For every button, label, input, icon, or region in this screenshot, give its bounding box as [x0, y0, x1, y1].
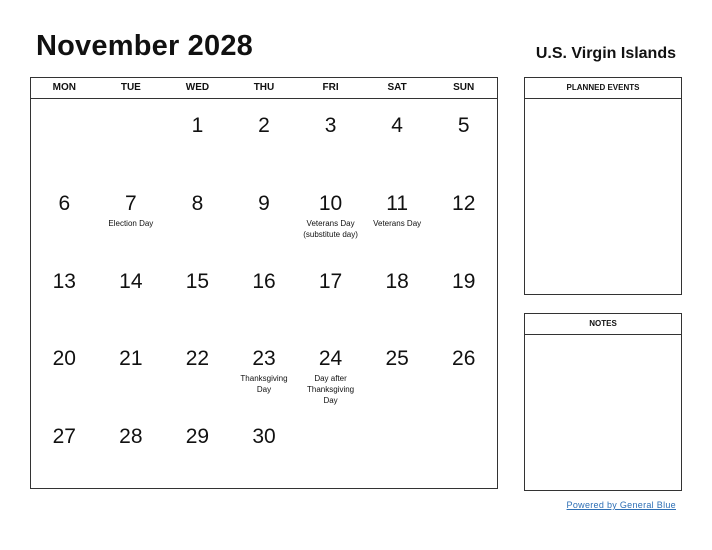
holiday-label: Election Day	[108, 218, 154, 228]
day-cell	[231, 99, 298, 177]
weekday-header: TUE	[120, 82, 141, 93]
weekday-header: MON	[52, 82, 76, 93]
weekday-header: FRI	[322, 82, 339, 93]
weekday-header: WED	[185, 82, 210, 93]
day-number: 29	[185, 425, 210, 449]
day-cell	[164, 99, 231, 177]
day-number: 19	[452, 269, 476, 293]
day-number: 6	[58, 191, 71, 215]
day-number: 13	[52, 269, 76, 293]
day-cell	[297, 410, 364, 488]
day-number: 9	[258, 191, 270, 215]
day-cell	[164, 255, 231, 333]
day-cell	[164, 410, 231, 488]
day-cell	[31, 332, 98, 410]
region-label: U.S. Virgin Islands	[535, 45, 676, 62]
day-number: 30	[252, 425, 276, 449]
day-cell	[231, 177, 298, 255]
day-cell	[297, 99, 364, 177]
day-cell	[430, 177, 497, 255]
day-cell	[430, 255, 497, 333]
calendar-grid	[30, 77, 498, 489]
day-number: 24	[318, 347, 343, 371]
day-number: 14	[119, 269, 143, 293]
day-cell	[98, 99, 165, 177]
day-number: 11	[386, 191, 409, 215]
day-number: 16	[252, 269, 276, 293]
notes-box	[524, 313, 682, 491]
day-cell	[164, 177, 231, 255]
day-number: 20	[52, 347, 76, 371]
day-number: 15	[185, 269, 210, 293]
weekday-header-row	[31, 78, 497, 99]
weekday-header: SUN	[453, 82, 475, 93]
day-cell	[98, 255, 165, 333]
day-cell	[31, 255, 98, 333]
day-cell	[31, 99, 98, 177]
day-cell	[430, 410, 497, 488]
day-cell	[297, 255, 364, 333]
day-cell	[98, 410, 165, 488]
page-title: November 2028	[36, 30, 253, 62]
day-cell	[231, 255, 298, 333]
day-number: 25	[385, 347, 409, 371]
day-number: 5	[457, 114, 470, 137]
planned-events-header: PLANNED EVENTS	[525, 78, 681, 99]
day-cell	[98, 332, 165, 410]
day-cell	[364, 410, 431, 488]
day-number: 2	[258, 114, 270, 137]
day-number: 23	[252, 347, 276, 371]
day-cell	[31, 410, 98, 488]
day-grid	[31, 99, 497, 488]
day-number: 18	[385, 269, 409, 293]
day-number: 8	[191, 191, 204, 215]
day-cell	[430, 332, 497, 410]
day-cell	[297, 177, 364, 255]
weekday-header: SAT	[387, 82, 407, 93]
day-number: 21	[119, 347, 143, 371]
day-cell	[364, 332, 431, 410]
day-number: 22	[185, 347, 210, 371]
day-cell	[430, 99, 497, 177]
day-number: 28	[119, 425, 143, 449]
day-cell	[364, 99, 431, 177]
day-number: 4	[391, 114, 403, 137]
day-number: 17	[318, 269, 343, 293]
day-cell	[364, 177, 431, 255]
day-cell	[98, 177, 165, 255]
day-cell	[31, 177, 98, 255]
day-number: 10	[318, 191, 343, 215]
day-number: 7	[125, 191, 137, 215]
day-cell	[364, 255, 431, 333]
holiday-label: Thanksgiving Day	[240, 374, 288, 395]
day-cell	[297, 332, 364, 410]
notes-header: NOTES	[525, 314, 681, 335]
day-cell	[231, 332, 298, 410]
day-cell	[164, 332, 231, 410]
day-number: 3	[324, 114, 337, 137]
planned-events-box	[524, 77, 682, 295]
holiday-label: Day after Thanksgiving Day	[306, 374, 355, 406]
weekday-header: THU	[253, 82, 275, 93]
day-number: 1	[191, 114, 204, 137]
day-number: 26	[452, 347, 476, 371]
day-number: 27	[52, 425, 76, 449]
holiday-label: Veterans Day (substitute day)	[303, 218, 358, 239]
day-number: 12	[452, 191, 476, 215]
powered-by-link[interactable]: Powered by General Blue	[566, 500, 676, 510]
holiday-label: Veterans Day	[373, 218, 422, 228]
day-cell	[231, 410, 298, 488]
